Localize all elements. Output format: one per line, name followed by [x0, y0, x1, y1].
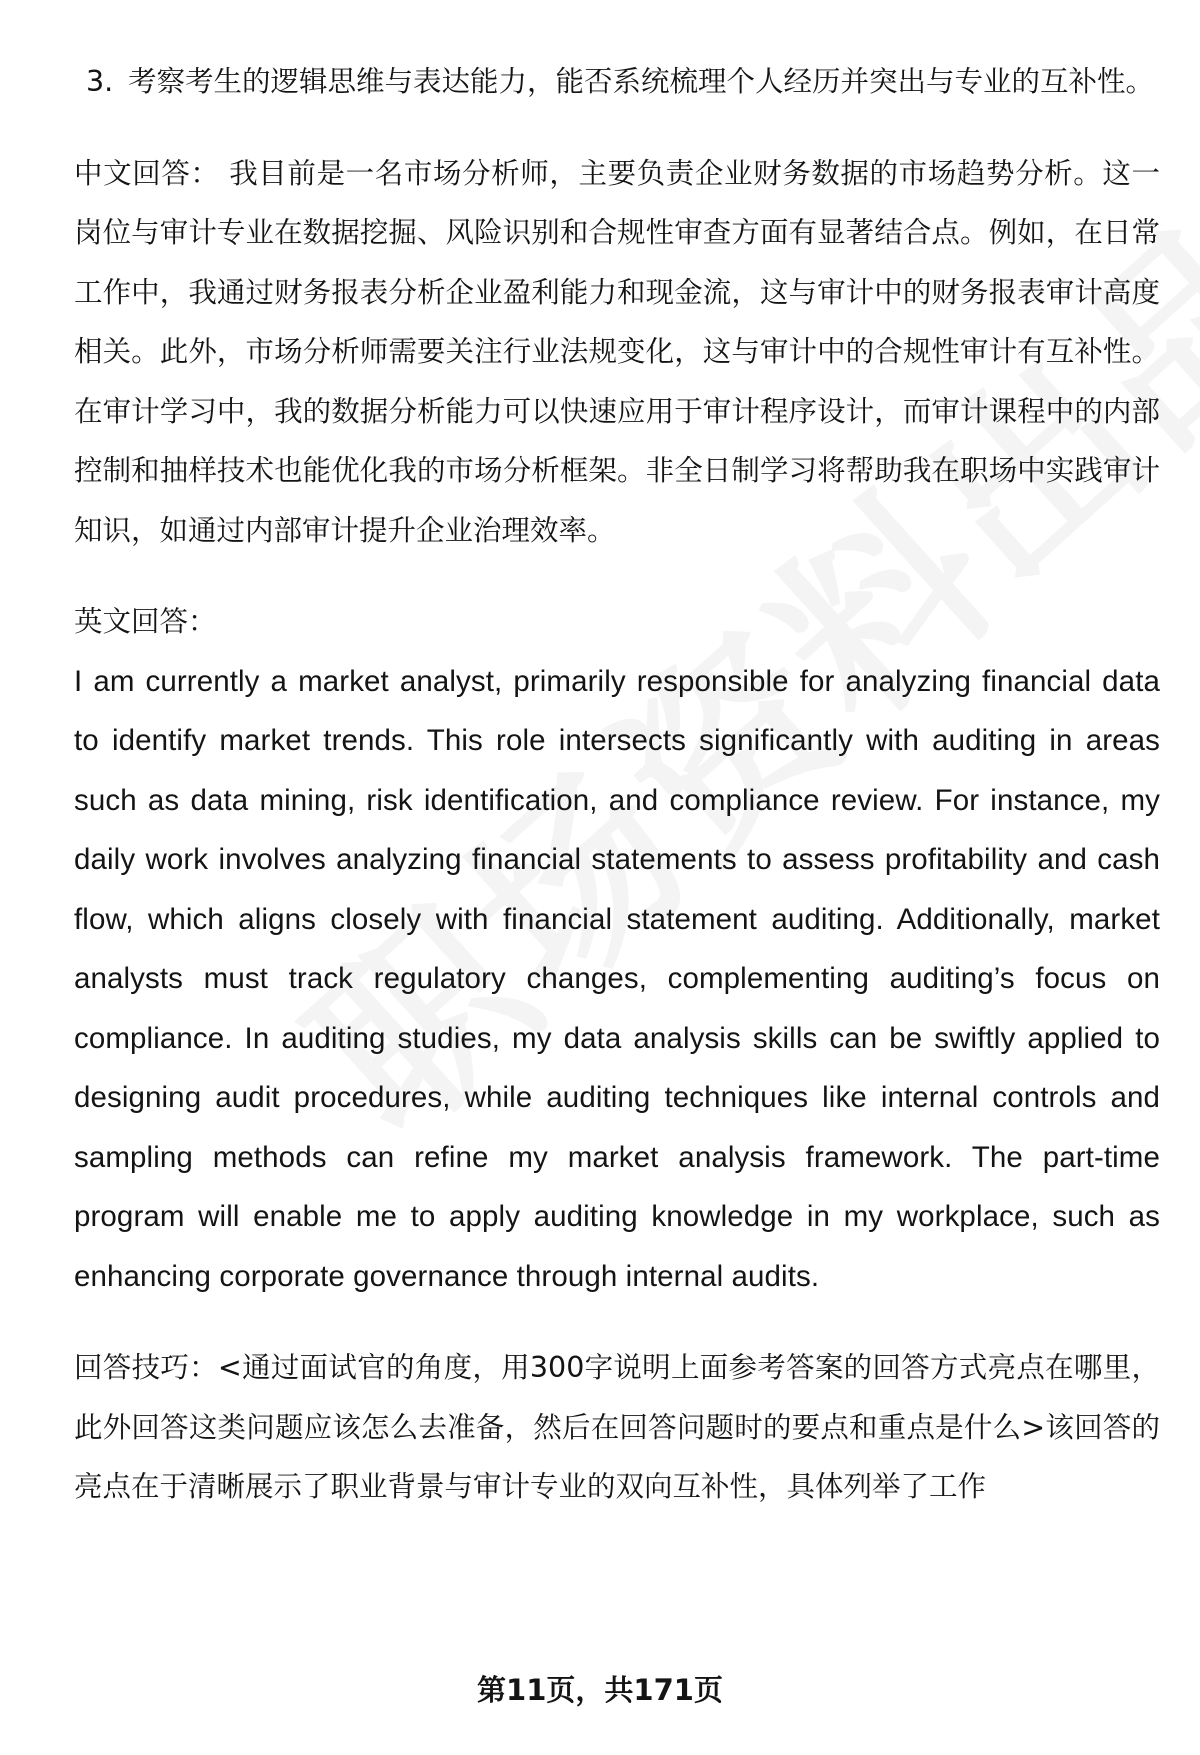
item-number: 3.	[86, 65, 114, 98]
english-answer-label: 英文回答：	[74, 605, 217, 638]
english-answer: I am currently a market analyst, primarily responsible for analyzing financial data to identify market trends. This role intersects significantly with auditing in areas such as data mining, risk identification, and compliance review. For instance, my daily work involves analyzing financial statements to assess profitability and cash flow, which aligns closely with financial statement auditing. Additionally, market analysts must track regulatory changes, complementing auditing’s focus on compliance. In auditing studies, my data analysis skills can be swiftly applied to designing audit procedures, while auditing techniques like internal controls and sampling methods can refine my market analysis framework. The part-time program will enable me to apply auditing knowledge in my workplace, such as enhancing corporate governance through internal audits.	[74, 664, 1160, 1293]
chinese-answer: 中文回答： 我目前是一名市场分析师，主要负责企业财务数据的市场趋势分析。这一岗位与审计专业在数据挖掘、风险识别和合规性审查方面有显著结合点。例如，在日常工作中，我通过财务报表分析企业盈利能力和现金流，这与审计中的财务报表审计高度相关。此外，市场分析师需要关注行业法规变化，这与审计中的合规性审计有互补性。在审计学习中，我的数据分析能力可以快速应用于审计程序设计，而审计课程中的内部控制和抽样技术也能优化我的市场分析框架。非全日制学习将帮助我在职场中实践审计知识，如通过内部审计提升企业治理效率。	[74, 156, 1160, 547]
numbered-item-3	[74, 52, 1160, 112]
answer-tips: 回答技巧：<通过面试官的角度，用300字说明上面参考答案的回答方式亮点在哪里，此外回答这类问题应该怎么去准备，然后在回答问题时的要点和重点是什么>该回答的亮点在于清晰展示了职业背景与审计专业的双向互补性，具体列举了工作	[74, 1351, 1160, 1503]
item-text: 考察考生的逻辑思维与表达能力，能否系统梳理个人经历并突出与专业的互补性。	[128, 65, 1155, 98]
page-footer: 第11页，共171页	[477, 1673, 723, 1707]
document-body	[74, 52, 1160, 1517]
